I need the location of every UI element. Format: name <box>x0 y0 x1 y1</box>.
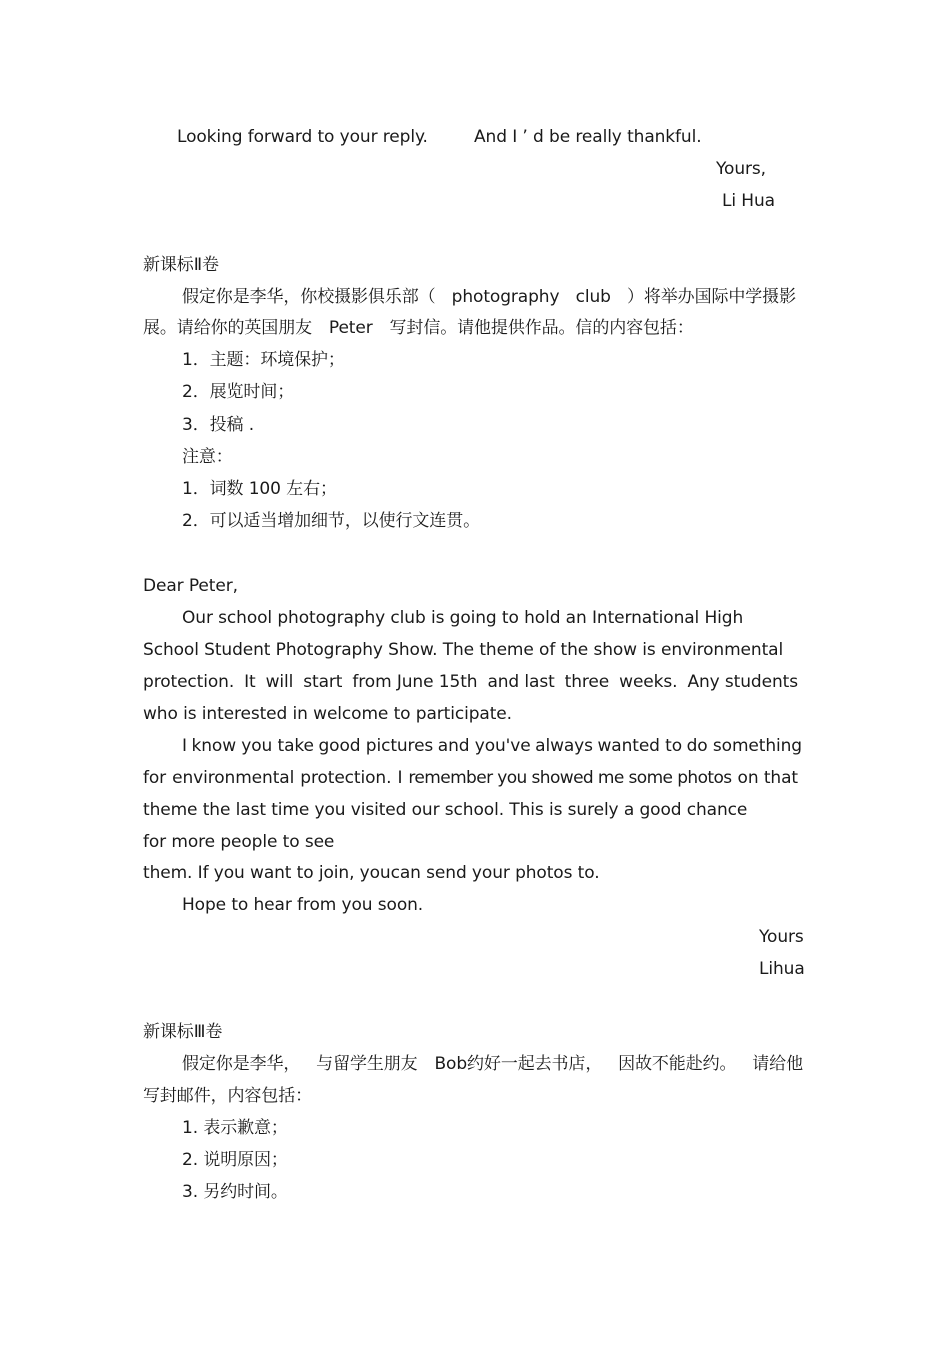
text-segment: for <box>143 768 167 788</box>
closing-sign-off: Yours, <box>716 159 766 179</box>
text-segment: weeks. <box>619 672 678 692</box>
text-segment: and you've <box>437 736 531 756</box>
text-segment: remember you showed me some photos <box>408 768 732 788</box>
closing-name: Li Hua <box>722 191 775 211</box>
letter-p2-line3: theme the last time you visited our school. This is surely a good chance <box>143 800 748 820</box>
section2-prompt-line1 <box>182 287 796 307</box>
text-segment: start <box>303 672 343 692</box>
text-segment: will <box>265 672 294 692</box>
section3-item: 3. 另约时间。 <box>182 1182 288 1202</box>
text-segment: on that <box>737 768 798 788</box>
closing-line-b: And I ’ d be really thankful. <box>474 127 702 147</box>
section2-note: 1．词数 100 左右； <box>182 479 337 499</box>
text-segment: do something <box>686 736 802 756</box>
letter-greeting: Dear Peter, <box>143 576 238 596</box>
text-segment: good pictures <box>318 736 434 756</box>
section2-note: 2．可以适当增加细节，以使行文连贯。 <box>182 511 481 531</box>
letter-p2-line5: them. If you want to join, youcan send your photos to. <box>143 863 600 883</box>
text-segment: 与留学生朋友 Bob约好一起去书店， <box>316 1054 603 1074</box>
section3-heading: 新课标Ⅲ卷 <box>143 1022 223 1042</box>
text-segment: know you take <box>191 736 314 756</box>
letter-signature: Lihua <box>759 959 805 979</box>
letter-p1-line3 <box>143 672 798 692</box>
text-segment: 因故不能赴约。 <box>618 1054 737 1074</box>
section2-item: 3．投稿 . <box>182 415 255 435</box>
text-segment: 请给他 <box>752 1054 803 1074</box>
text-segment: and last <box>487 672 555 692</box>
letter-p2-line4: for more people to see <box>143 832 335 852</box>
text-segment: from June 15th <box>352 672 478 692</box>
letter-p2-line1 <box>182 736 802 756</box>
letter-p3: Hope to hear from you soon. <box>182 895 424 915</box>
closing-line-a: Looking forward to your reply. <box>177 127 428 147</box>
text-segment: ）将举办国际中学摄影 <box>626 287 796 307</box>
section2-item: 1．主题：环境保护； <box>182 350 345 370</box>
section2-heading: 新课标Ⅱ卷 <box>143 255 219 275</box>
text-segment: club <box>575 287 611 307</box>
text-segment: wanted to <box>597 736 683 756</box>
section2-notes-heading: 注意： <box>182 447 233 467</box>
section3-prompt-line2: 写封邮件，内容包括： <box>143 1086 312 1106</box>
section3-item: 2. 说明原因； <box>182 1150 288 1170</box>
section2-item: 2．展览时间； <box>182 382 295 402</box>
text-segment: three <box>564 672 610 692</box>
text-segment: 假定你是李华，你校摄影俱乐部（ <box>182 287 436 307</box>
text-segment: I <box>397 768 403 788</box>
text-segment: protection. <box>143 672 235 692</box>
text-segment: protection. <box>300 768 392 788</box>
section3-prompt-line1 <box>182 1054 803 1074</box>
text-segment: 假定你是李华， <box>182 1054 301 1074</box>
text-segment: environmental <box>172 768 295 788</box>
text-segment: I <box>182 736 187 756</box>
section3-item: 1. 表示歉意； <box>182 1118 288 1138</box>
letter-p2-line2 <box>143 768 798 788</box>
letter-p1-line4: who is interested in welcome to participate. <box>143 704 512 724</box>
letter-p1-line2: School Student Photography Show. The theme of the show is environmental <box>143 640 784 660</box>
text-segment: always <box>535 736 593 756</box>
text-segment: It <box>244 672 256 692</box>
letter-sign-off: Yours <box>759 927 804 947</box>
section2-prompt-line2: 展。请给你的英国朋友 Peter 写封信。请他提供作品。信的内容包括： <box>143 318 694 338</box>
text-segment: photography <box>451 287 560 307</box>
text-segment: Any students <box>687 672 798 692</box>
letter-p1-line1: Our school photography club is going to hold an International High <box>182 608 744 628</box>
